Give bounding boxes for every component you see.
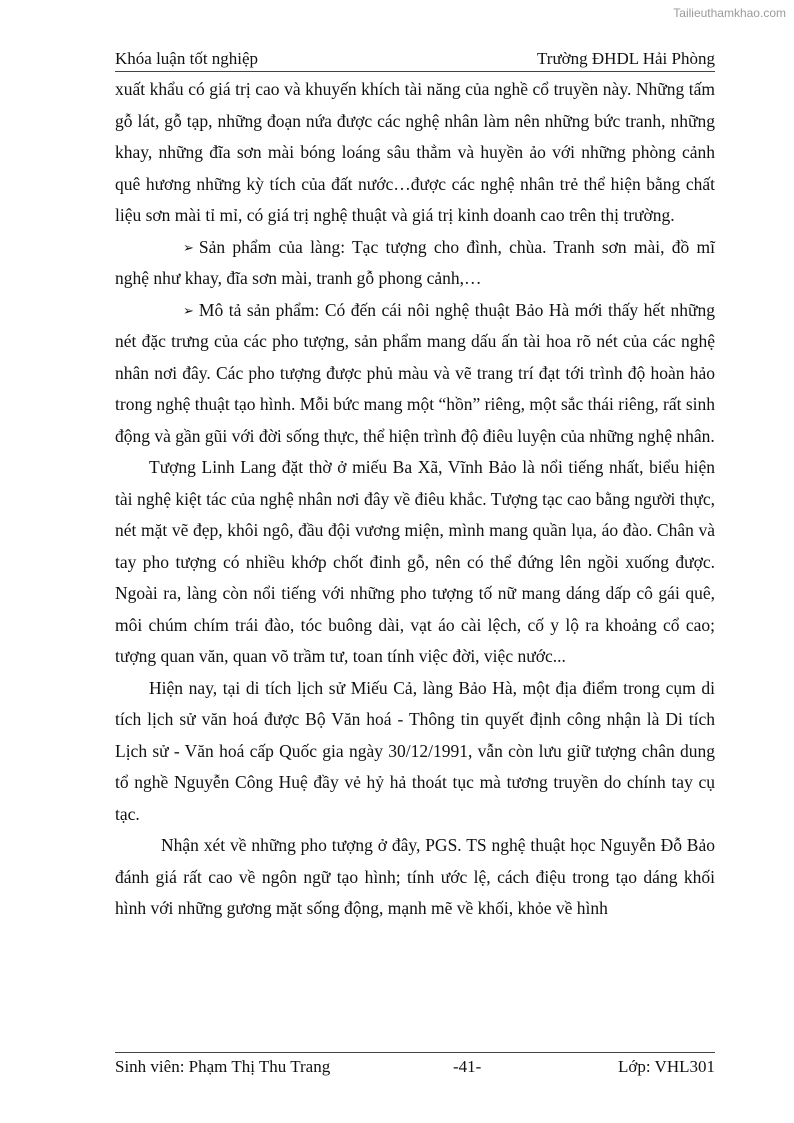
- paragraph-mieu-ca: Hiện nay, tại di tích lịch sử Miếu Cả, làng Bảo Hà, một địa điểm trong cụm di tích lịch sử văn hoá được Bộ Văn hoá - Thông tin quyết định công nhận là Di tích Lịch sử - Văn hoá cấp Quốc gia ngày 30/12/1991, vẫn còn lưu giữ tượng chân dung tổ nghề Nguyễn Công Huệ đầy vẻ hỷ hả thoát tục mà tương truyền do chính tay cụ tạc.: [115, 677, 715, 824]
- arrow-bullet-icon: ➢: [183, 302, 194, 318]
- footer-student-name: Sinh viên: Phạm Thị Thu Trang: [115, 1057, 331, 1076]
- bullet-products-text: Sản phẩm của làng: Tạc tượng cho đình, chùa. Tranh sơn mài, đồ mĩ nghệ như khay, đĩa sơn mài, tranh gỗ phong cảnh,…: [115, 236, 715, 288]
- document-body: [115, 74, 715, 925]
- paragraph-assessment: Nhận xét về những pho tượng ở đây, PGS. TS nghệ thuật học Nguyễn Đỗ Bảo đánh giá rất cao về ngôn ngữ tạo hình; tính ước lệ, cách điệu trong tạo dáng khối hình với những gương mặt sống động, mạnh mẽ về khối, khỏe về hình: [115, 835, 715, 918]
- arrow-bullet-icon: ➢: [183, 239, 194, 255]
- footer-class-code: Lớp: VHL301: [618, 1057, 715, 1076]
- bullet-products: [115, 232, 715, 295]
- header-university-label: Trường ĐHDL Hải Phòng: [537, 49, 715, 68]
- paragraph-1: xuất khẩu có giá trị cao và khuyến khích tài năng của nghề cổ truyền này. Những tấm gỗ lát, gỗ tạp, những đoạn nứa được các nghệ nhân làm nên những bức tranh, những khay, những đĩa sơn mài bóng loáng sâu thẳm và huyền ảo với những phòng cảnh quê hương những kỳ tích của đất nước…được các nghệ nhân trẻ thể hiện bằng chất liệu sơn mài tỉ mỉ, có giá trị nghệ thuật và giá trị kinh doanh cao trên thị trường.: [115, 79, 715, 225]
- footer-page-number: -41-: [453, 1057, 482, 1076]
- bullet-description: [115, 295, 715, 453]
- bullet-description-text: Mô tả sản phẩm: Có đến cái nôi nghệ thuật Bảo Hà mới thấy hết những nét đặc trưng của các pho tượng, sản phẩm mang dấu ấn tài hoa rõ nét của các nghệ nhân nơi đây. Các pho tượng được phủ màu và vẽ trang trí đạt tới trình độ hoàn hảo trong nghệ thuật tạo hình. Mỗi bức mang một “hồn” riêng, một sắc thái riêng, rất sinh động và gần gũi với đời sống thực, thể hiện trình độ điêu luyện của những nghệ nhân.: [115, 299, 715, 446]
- header-thesis-label: Khóa luận tốt nghiệp: [115, 49, 259, 68]
- watermark-text: Tailieuthamkhao.com: [673, 6, 786, 20]
- paragraph-linh-lang: Tượng Linh Lang đặt thờ ở miếu Ba Xã, Vĩnh Bảo là nổi tiếng nhất, biểu hiện tài nghệ kiệt tác của nghệ nhân nơi đây về điêu khắc. Tượng tạc cao bằng người thực, nét mặt vẽ đẹp, khôi ngô, đầu đội vương miện, mình mang quần lụa, áo đào. Chân và tay pho tượng có nhiều khớp chốt đinh gỗ, nên có thể đứng lên ngồi xuống được. Ngoài ra, làng còn nổi tiếng với những pho tượng tố nữ mang dáng dấp cô gái quê, môi chúm chím trái đào, tóc buông dài, vạt áo cài lệch, cố y lộ ra khoảng cổ cao; tượng quan văn, quan võ trầm tư, toan tính việc đời, việc nước...: [115, 457, 715, 666]
- page-footer: [115, 1052, 715, 1081]
- page-header: [115, 49, 715, 72]
